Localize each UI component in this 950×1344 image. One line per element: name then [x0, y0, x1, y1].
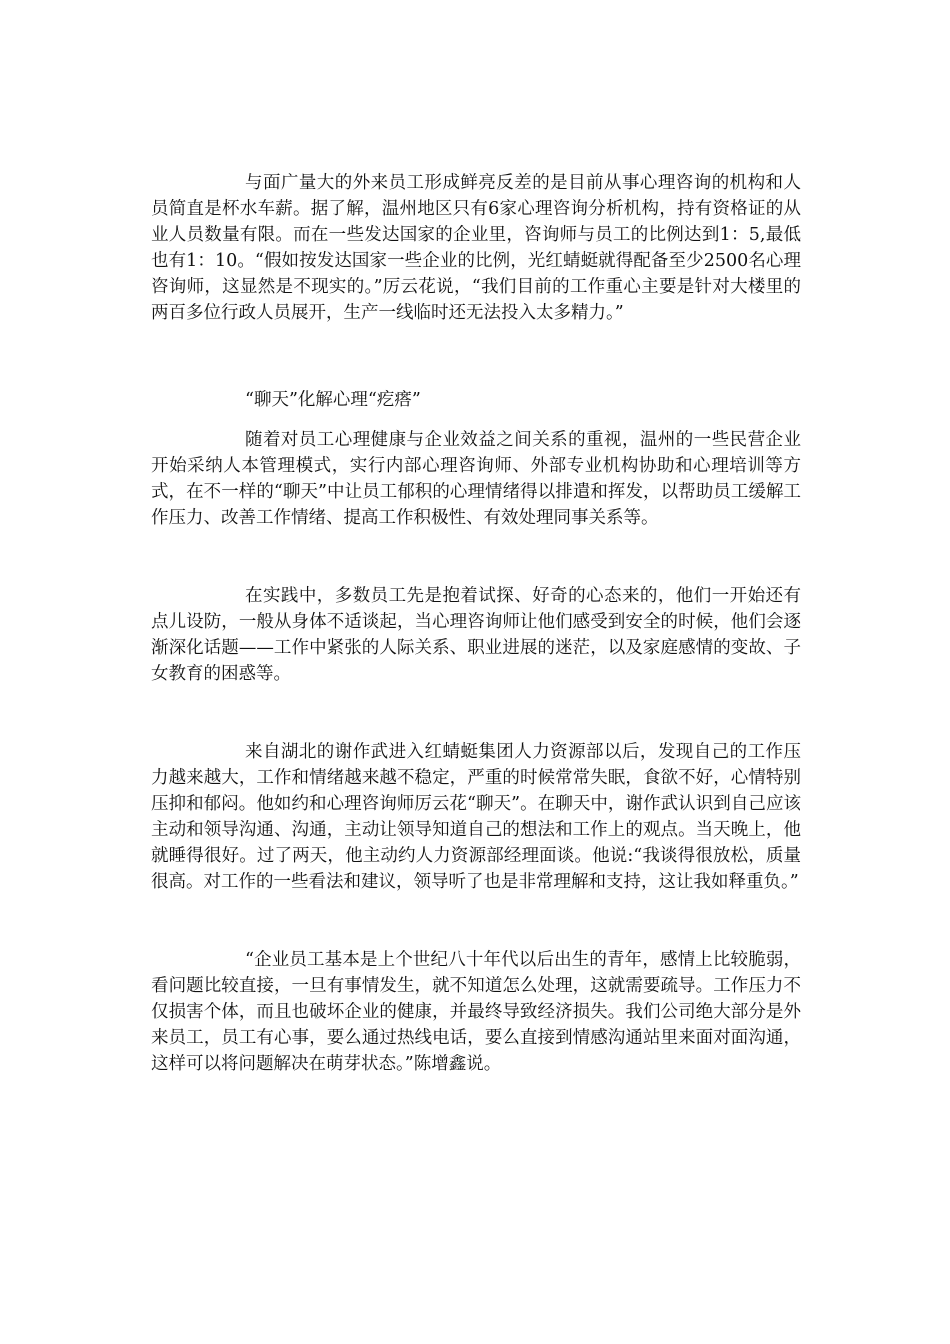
paragraph-case-story: 来自湖北的谢作武进入红蜻蜓集团人力资源部以后，发现自己的工作压力越来越大，工作和情绪越来越不稳定，严重的时候常常失眠，食欲不好，心情特别压抑和郁闷。他如约和心理咨询师厉云花“聊天”。在聊天中，谢作武认识到自己应该主动和领导沟通、沟通，主动让领导知道自己的想法和工作上的观点。当天晚上，他就睡得很好。过了两天，他主动约人力资源部经理面谈。他说:“我谈得很放松，质量很高。对工作的一些看法和建议，领导听了也是非常理解和支持，这让我如释重负。”: [151, 742, 801, 892]
document-body: [151, 170, 801, 1077]
section-heading: “聊天”化解心理“疙瘩”: [245, 390, 421, 410]
paragraph-practice: 在实践中，多数员工先是抱着试探、好奇的心态来的，他们一开始还有点儿设防，一般从身体不适谈起，当心理咨询师让他们感受到安全的时候，他们会逐渐深化话题——工作中紧张的人际关系、职业进展的迷茫，以及家庭感情的变故、子女教育的困惑等。: [151, 586, 801, 684]
paragraph-counselor-shortage: 与面广量大的外来员工形成鲜亮反差的是目前从事心理咨询的机构和人员简直是杯水车薪。据了解，温州地区只有6家心理咨询分析机构，持有资格证的从业人员数量有限。而在一些发达国家的企业里，咨询师与员工的比例达到1：5,最低也有1：10。“假如按发达国家一些企业的比例，光红蜻蜓就得配备至少2500名心理咨询师，这显然是不现实的。”厉云花说，“我们目前的工作重心主要是针对大楼里的两百多位行政人员展开，生产一线临时还无法投入太多精力。”: [151, 173, 801, 323]
paragraph-enterprise-approach: 随着对员工心理健康与企业效益之间关系的重视，温州的一些民营企业开始采纳人本管理模式，实行内部心理咨询师、外部专业机构协助和心理培训等方式，在不一样的“聊天”中让员工郁积的心理情绪得以排遣和挥发，以帮助员工缓解工作压力、改善工作情绪、提高工作积极性、有效处理同事关系等。: [151, 430, 801, 528]
paragraph-quote-chen: “企业员工基本是上个世纪八十年代以后出生的青年，感情上比较脆弱，看问题比较直接，一旦有事情发生，就不知道怎么处理，这就需要疏导。工作压力不仅损害个体，而且也破坏企业的健康，并最终导致经济损失。我们公司绝大部分是外来员工，员工有心事，要么通过热线电话，要么直接到情感沟通站里来面对面沟通，这样可以将问题解决在萌芽状态。”陈增鑫说。: [151, 950, 801, 1074]
